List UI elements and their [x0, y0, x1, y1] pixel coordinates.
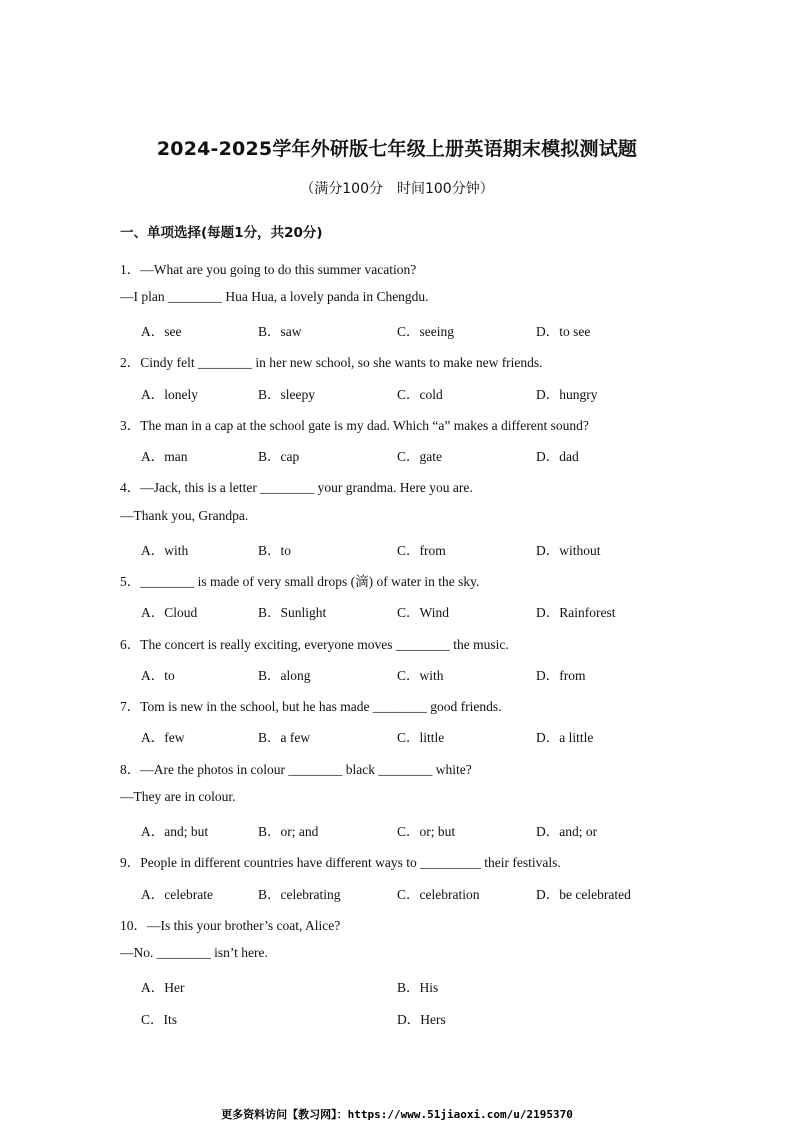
question-3-line-1: 3．The man in a cap at the school gate is my dad. Which “a” makes a different sound?	[120, 418, 589, 433]
option-d: D．without	[536, 543, 601, 558]
question-10-options-row-1	[0, 976, 794, 996]
question-3-options	[0, 445, 794, 465]
option-c: C．celebration	[397, 887, 480, 902]
question-8-line-1: 8．—Are the photos in colour ________ black ________ white?	[120, 762, 472, 777]
question-8-options	[0, 820, 794, 840]
question-9-options	[0, 883, 794, 903]
question-2-line-1: 2．Cindy felt ________ in her new school, so she wants to make new friends.	[120, 355, 543, 370]
option-d: D．be celebrated	[536, 887, 631, 902]
option-a: A．to	[141, 668, 175, 683]
question-1-line-2: —I plan ________ Hua Hua, a lovely panda in Chengdu.	[120, 289, 429, 304]
question-6-options	[0, 664, 794, 684]
option-c: C．seeing	[397, 324, 454, 339]
page-title: 2024-2025学年外研版七年级上册英语期末模拟测试题	[156, 138, 638, 160]
question-8-line-2: —They are in colour.	[120, 789, 236, 804]
option-b: B．His	[397, 980, 439, 995]
option-a: A．and; but	[141, 824, 209, 839]
question-9-line-1: 9．People in different countries have different ways to _________ their festivals.	[120, 855, 561, 870]
option-d: D．and; or	[536, 824, 598, 839]
option-c: C．with	[397, 668, 444, 683]
option-b: B．sleepy	[258, 387, 315, 402]
option-a: A．celebrate	[141, 887, 213, 902]
option-a: A．Her	[141, 980, 185, 995]
page-subtitle: （满分100分 时间100分钟）	[300, 181, 494, 197]
footer-link[interactable]: 更多资料访问【教习网】：https://www.51jiaoxi.com/u/2195370	[221, 1108, 573, 1121]
option-b: B．cap	[258, 449, 300, 464]
option-c: C．Wind	[397, 605, 449, 620]
question-4-line-1: 4．—Jack, this is a letter ________ your grandma. Here you are.	[120, 480, 473, 495]
option-a: A．with	[141, 543, 189, 558]
option-c: C．little	[397, 730, 445, 745]
option-d: D．a little	[536, 730, 594, 745]
question-4-line-2: —Thank you, Grandpa.	[120, 508, 249, 523]
option-d: D．from	[536, 668, 586, 683]
option-d: D．hungry	[536, 387, 598, 402]
option-c: C．Its	[141, 1012, 178, 1027]
question-2-options	[0, 383, 794, 403]
option-d: D．dad	[536, 449, 579, 464]
option-b: B．Sunlight	[258, 605, 327, 620]
option-a: A．Cloud	[141, 605, 198, 620]
section-heading: 一、单项选择(每题1分，共20分)	[120, 225, 323, 241]
option-b: B．celebrating	[258, 887, 341, 902]
option-b: B．or; and	[258, 824, 319, 839]
option-c: C．gate	[397, 449, 442, 464]
question-1-options	[0, 320, 794, 340]
question-10-options-row-2	[0, 1008, 794, 1028]
question-4-options	[0, 539, 794, 559]
option-a: A．see	[141, 324, 182, 339]
option-b: B．saw	[258, 324, 302, 339]
option-d: D．to see	[536, 324, 591, 339]
option-d: D．Hers	[397, 1012, 446, 1027]
option-b: B．to	[258, 543, 292, 558]
option-a: A．lonely	[141, 387, 198, 402]
option-c: C．or; but	[397, 824, 456, 839]
option-c: C．cold	[397, 387, 443, 402]
question-5-line-1: 5．________ is made of very small drops (滴) of water in the sky.	[120, 574, 480, 589]
option-b: B．along	[258, 668, 311, 683]
option-b: B．a few	[258, 730, 311, 745]
option-a: A．man	[141, 449, 188, 464]
option-a: A．few	[141, 730, 185, 745]
option-c: C．from	[397, 543, 446, 558]
question-7-options	[0, 726, 794, 746]
question-10-line-2: —No. ________ isn’t here.	[120, 945, 268, 960]
question-1-line-1: 1．—What are you going to do this summer vacation?	[120, 262, 417, 277]
question-10-line-1: 10．—Is this your brother’s coat, Alice?	[120, 918, 341, 933]
question-5-options	[0, 601, 794, 621]
option-d: D．Rainforest	[536, 605, 616, 620]
question-6-line-1: 6．The concert is really exciting, everyone moves ________ the music.	[120, 637, 509, 652]
question-7-line-1: 7．Tom is new in the school, but he has made ________ good friends.	[120, 699, 502, 714]
